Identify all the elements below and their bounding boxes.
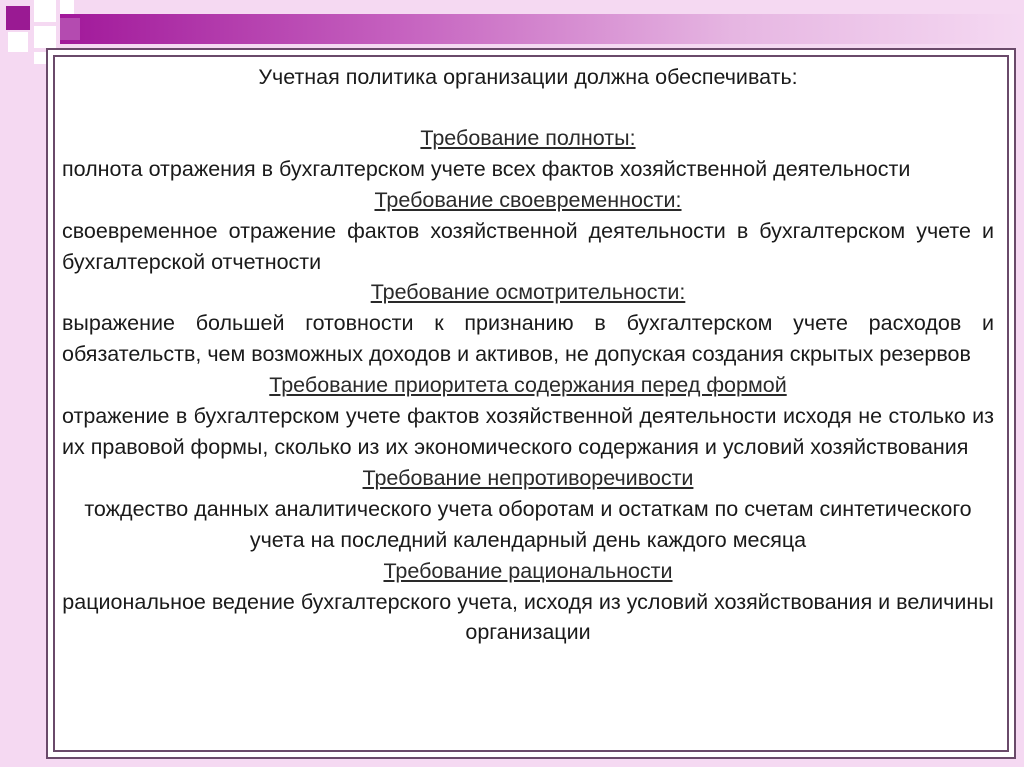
section-text-substance-over-form: отражение в бухгалтерском учете фактов хозяйственной деятельности исходя не столько из их правовой формы, сколько из их экономического содержания и условий хозяйствования xyxy=(62,404,994,459)
section-text-prudence: выражение большей готовности к признанию в бухгалтерском учете расходов и обязательств, чем возможных доходов и активов, не допуская создания скрытых резервов xyxy=(62,311,994,367)
section-text-consistency: тождество данных аналитического учета оборотам и остаткам по счетам синтетического учета на последний календарный день каждого месяца xyxy=(84,496,972,552)
section-heading-completeness: Требование полноты: xyxy=(420,125,636,150)
intro-text: Учетная политика организации должна обеспечивать: xyxy=(258,65,798,89)
decorative-square xyxy=(34,0,56,22)
decorative-square xyxy=(8,32,28,52)
slide-content xyxy=(62,62,994,648)
decorative-square xyxy=(60,18,80,40)
decorative-gradient-bar xyxy=(60,14,1024,44)
section-heading-timeliness: Требование своевременности: xyxy=(374,187,682,212)
section-heading-substance-over-form: Требование приоритета содержания перед формой xyxy=(269,373,787,398)
section-text-rationality: рациональное ведение бухгалтерского учета, исходя из условий хозяйствования и величины организации xyxy=(62,589,994,645)
section-text-timeliness: своевременное отражение фактов хозяйственной деятельности в бухгалтерском учете и бухгалтерской отчетности xyxy=(62,218,994,274)
decorative-square xyxy=(34,52,46,64)
section-heading-rationality: Требование рациональности xyxy=(383,558,673,583)
decorative-square xyxy=(34,26,56,48)
section-text-completeness: полнота отражения в бухгалтерском учете всех фактов хозяйственной деятельности xyxy=(62,156,911,181)
section-heading-consistency: Требование непротиворечивости xyxy=(362,465,694,490)
decorative-square xyxy=(6,6,30,30)
decorative-square xyxy=(60,0,74,14)
section-heading-prudence: Требование осмотрительности: xyxy=(370,280,686,305)
